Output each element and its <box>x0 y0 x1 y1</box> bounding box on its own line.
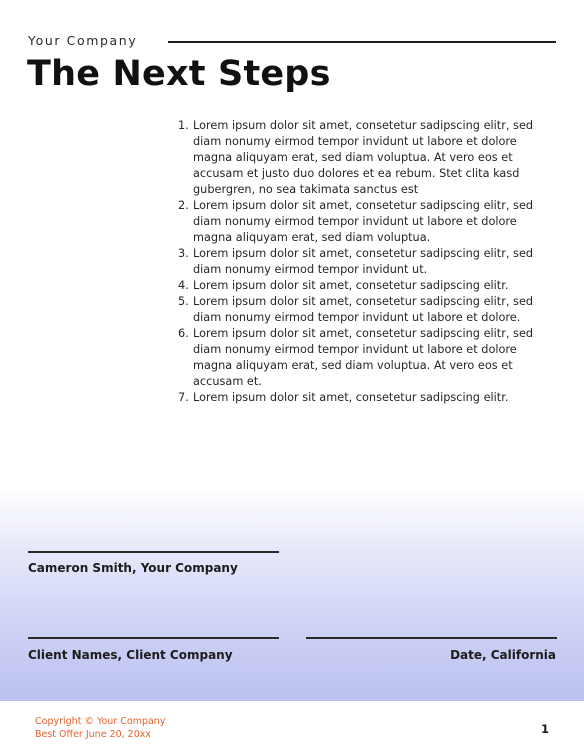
list-item-text: Lorem ipsum dolor sit amet, consetetur sadipscing elitr, sed diam nonumy eirmod tempor invidunt ut labore et dolore magna aliquyam erat, sed diam voluptua. At vero eos et accusam et. <box>193 327 534 388</box>
list-item-text: Lorem ipsum dolor sit amet, consetetur sadipscing elitr. <box>193 279 509 292</box>
list-item-number: 7. <box>178 391 189 404</box>
client-signature-label: Client Names, Client Company <box>28 648 233 662</box>
footer-offer-date: Best Offer June 20, 20xx <box>35 729 152 740</box>
list-item-number: 3. <box>178 247 189 260</box>
footer-copyright: Copyright © Your Company <box>35 716 166 727</box>
list-item-text: Lorem ipsum dolor sit amet, consetetur sadipscing elitr, sed diam nonumy eirmod tempor invidunt ut labore et dolore magna aliquyam erat, sed diam voluptua. At vero eos et accusam et justo duo dolores et ea rebum. Stet clita kasd gubergren, no sea takimata sanctus est <box>193 119 534 196</box>
page-number: 1 <box>541 722 550 736</box>
list-item <box>178 278 548 294</box>
footer-info <box>35 715 165 741</box>
list-item <box>178 246 548 278</box>
company-header: Your Company <box>28 33 138 48</box>
date-signature-line <box>306 637 557 639</box>
provider-signature-label: Cameron Smith, Your Company <box>28 561 238 575</box>
list-item <box>178 294 548 326</box>
list-item-number: 2. <box>178 199 189 212</box>
provider-signature-line <box>28 551 279 553</box>
date-signature-label: Date, California <box>450 648 556 662</box>
list-item-text: Lorem ipsum dolor sit amet, consetetur sadipscing elitr. <box>193 391 509 404</box>
list-item <box>178 390 548 406</box>
client-signature-line <box>28 637 279 639</box>
list-item <box>178 326 548 390</box>
signature-background-band <box>0 488 584 701</box>
list-item <box>178 118 548 198</box>
list-item-text: Lorem ipsum dolor sit amet, consetetur sadipscing elitr, sed diam nonumy eirmod tempor invidunt ut labore et dolore. <box>193 295 534 324</box>
list-item <box>178 198 548 246</box>
list-item-text: Lorem ipsum dolor sit amet, consetetur sadipscing elitr, sed diam nonumy eirmod tempor invidunt ut. <box>193 247 534 276</box>
page-title: The Next Steps <box>27 54 331 94</box>
header-rule <box>168 41 556 43</box>
steps-list <box>178 118 548 406</box>
list-item-number: 1. <box>178 119 189 132</box>
list-item-text: Lorem ipsum dolor sit amet, consetetur sadipscing elitr, sed diam nonumy eirmod tempor invidunt ut labore et dolore magna aliquyam erat, sed diam voluptua. <box>193 199 534 244</box>
list-item-number: 4. <box>178 279 189 292</box>
list-item-number: 5. <box>178 295 189 308</box>
list-item-number: 6. <box>178 327 189 340</box>
page-footer <box>0 701 584 755</box>
